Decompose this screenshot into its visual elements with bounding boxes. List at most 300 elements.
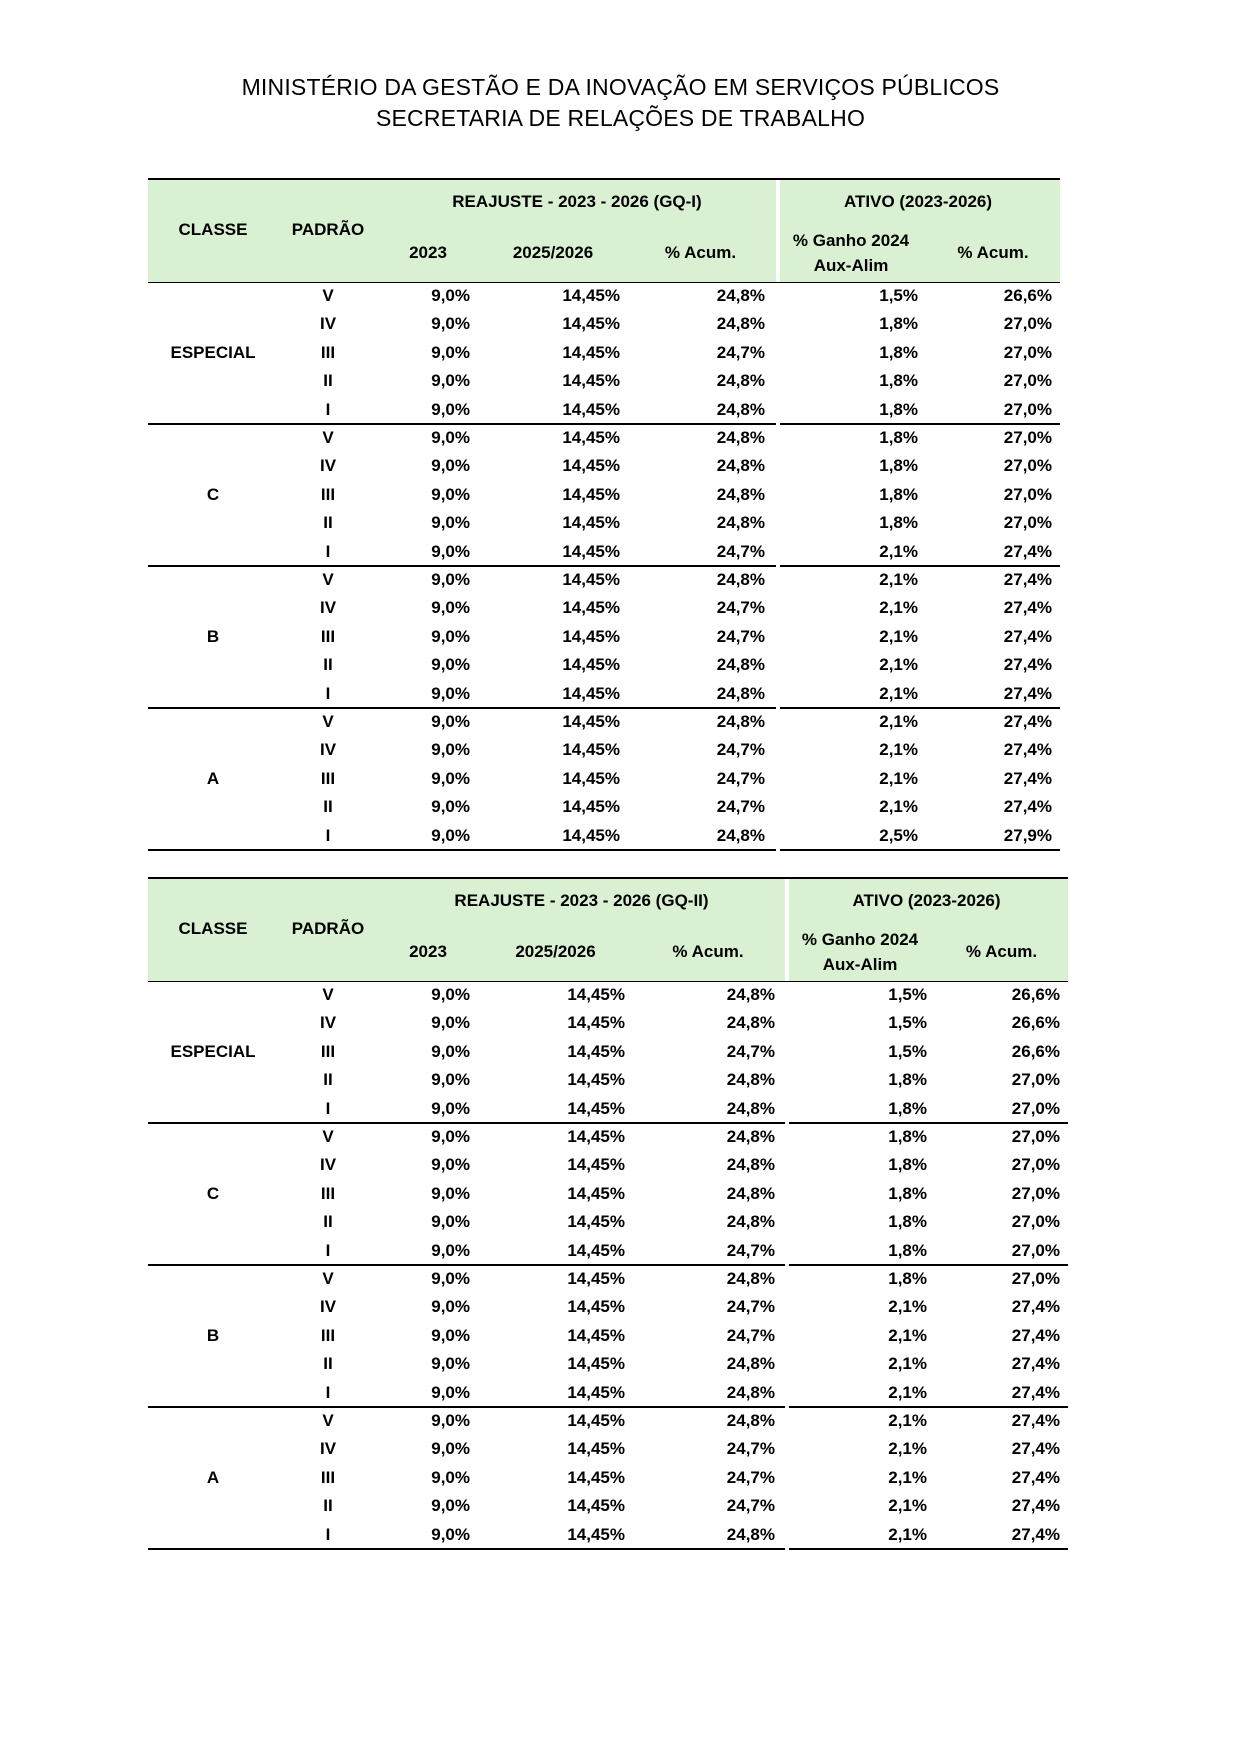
reajuste-2025-cell: 14,45% xyxy=(567,1098,625,1118)
ativo-acum-cell: 27,4% xyxy=(1003,626,1052,646)
table-row xyxy=(148,1009,1068,1037)
col-2025-header: 2025/2026 xyxy=(512,243,594,262)
reajuste-2023-cell: 9,0% xyxy=(431,1496,470,1516)
padrao-cell: V xyxy=(322,1127,334,1146)
ativo-acum-cell: 27,0% xyxy=(1011,1155,1060,1175)
ganho-2024-cell: 1,8% xyxy=(879,428,918,447)
reajuste-2023-cell: 9,0% xyxy=(431,1127,470,1146)
table-row xyxy=(148,594,1060,622)
table-row xyxy=(148,822,1060,850)
ganho-2024-cell: 1,8% xyxy=(888,1098,927,1118)
table-row xyxy=(148,310,1060,338)
ativo-acum-cell: 27,4% xyxy=(1003,768,1052,788)
reajuste-2023-cell: 9,0% xyxy=(431,342,470,362)
padrao-cell: II xyxy=(323,1354,333,1374)
col-ativo-acum-header: % Acum. xyxy=(957,243,1029,262)
padrao-cell: IV xyxy=(319,1155,337,1175)
ativo-acum-cell: 27,4% xyxy=(1011,1325,1060,1345)
padrao-cell: IV xyxy=(319,314,337,334)
table-row xyxy=(148,1237,1068,1265)
ativo-title: ATIVO (2023-2026) xyxy=(852,891,1001,910)
padrao-cell: II xyxy=(323,655,333,675)
table-row xyxy=(148,396,1060,424)
reajuste-2023-cell: 9,0% xyxy=(431,314,470,334)
table-row xyxy=(148,1521,1068,1549)
reajuste-2025-cell: 14,45% xyxy=(562,712,620,731)
padrao-cell: I xyxy=(325,683,331,703)
reajuste-2025-cell: 14,45% xyxy=(562,768,620,788)
reajuste-acum-cell: 24,8% xyxy=(726,1098,775,1118)
padrao-cell: III xyxy=(320,1467,336,1487)
table-row xyxy=(148,765,1060,793)
group-divider xyxy=(789,1548,1068,1550)
col-2025-header: 2025/2026 xyxy=(515,942,596,961)
reajuste-2025-cell: 14,45% xyxy=(567,985,625,1004)
reajuste-2023-cell: 9,0% xyxy=(431,1297,470,1317)
ganho-2024-cell: 1,8% xyxy=(879,456,918,476)
table-row xyxy=(148,1265,1068,1293)
ativo-acum-cell: 27,0% xyxy=(1003,314,1052,334)
col-2023-header: 2023 xyxy=(409,942,447,961)
padrao-cell: I xyxy=(325,1524,331,1544)
col-2023-header: 2023 xyxy=(409,243,447,262)
ativo-acum-cell: 27,4% xyxy=(1003,655,1052,675)
reajuste-2023-cell: 9,0% xyxy=(431,484,470,504)
reajuste-acum-cell: 24,7% xyxy=(726,1496,775,1516)
reajuste-acum-cell: 24,8% xyxy=(726,1354,775,1374)
ganho-2024-cell: 1,8% xyxy=(879,314,918,334)
ganho-2024-cell: 1,8% xyxy=(879,342,918,362)
ganho-2024-cell: 2,5% xyxy=(879,825,918,845)
table-row xyxy=(148,793,1060,821)
reajuste-2025-cell: 14,45% xyxy=(562,286,620,305)
document-header xyxy=(0,72,1241,134)
reajuste-acum-cell: 24,7% xyxy=(716,740,765,760)
col-ganho-header-line1: % Ganho 2024 xyxy=(801,930,919,949)
padrao-cell: II xyxy=(323,797,333,817)
reajuste-2025-cell: 14,45% xyxy=(567,1524,625,1544)
table-row xyxy=(148,651,1060,679)
col-ativo-acum-header: % Acum. xyxy=(965,942,1038,961)
table-row xyxy=(148,452,1060,480)
padrao-cell: IV xyxy=(319,1297,337,1317)
table-row xyxy=(148,680,1060,708)
ganho-2024-cell: 2,1% xyxy=(879,797,918,817)
table-row xyxy=(148,1379,1068,1407)
reajuste-2023-cell: 9,0% xyxy=(431,768,470,788)
reajuste-2025-cell: 14,45% xyxy=(567,1382,625,1402)
table-row xyxy=(148,1407,1068,1435)
padrao-cell: IV xyxy=(319,1439,337,1459)
ativo-acum-cell: 27,0% xyxy=(1011,1183,1060,1203)
ministry-title: MINISTÉRIO DA GESTÃO E DA INOVAÇÃO EM SERVIÇOS PÚBLICOS xyxy=(241,74,1000,100)
reajuste-2025-cell: 14,45% xyxy=(562,570,620,589)
classe-label: ESPECIAL xyxy=(170,1041,256,1061)
ativo-acum-cell: 27,0% xyxy=(1011,1269,1060,1288)
table-header xyxy=(148,877,1068,982)
reajuste-2025-cell: 14,45% xyxy=(567,1467,625,1487)
ganho-2024-cell: 2,1% xyxy=(879,598,918,618)
padrao-cell: II xyxy=(323,1070,333,1090)
ativo-acum-cell: 27,0% xyxy=(1003,342,1052,362)
reajuste-2023-cell: 9,0% xyxy=(431,399,470,419)
padrao-cell: I xyxy=(325,399,331,419)
reajuste-acum-cell: 24,7% xyxy=(716,626,765,646)
reajuste-2023-cell: 9,0% xyxy=(431,570,470,589)
padrao-cell: IV xyxy=(319,740,337,760)
reajuste-2023-cell: 9,0% xyxy=(431,1240,470,1260)
reajuste-2023-cell: 9,0% xyxy=(431,1070,470,1090)
ativo-acum-cell: 27,0% xyxy=(1003,371,1052,391)
ativo-acum-cell: 27,0% xyxy=(1011,1098,1060,1118)
padrao-cell: V xyxy=(322,286,334,305)
classe-label: A xyxy=(206,768,220,788)
group-divider xyxy=(148,849,776,851)
padrao-cell: III xyxy=(320,626,336,646)
reajuste-acum-cell: 24,7% xyxy=(726,1325,775,1345)
ganho-2024-cell: 2,1% xyxy=(879,655,918,675)
ganho-2024-cell: 1,8% xyxy=(888,1127,927,1146)
reajuste-acum-cell: 24,7% xyxy=(726,1297,775,1317)
reajuste-acum-cell: 24,7% xyxy=(726,1240,775,1260)
ganho-2024-cell: 1,8% xyxy=(879,399,918,419)
ganho-2024-cell: 1,5% xyxy=(888,1041,927,1061)
reajuste-2025-cell: 14,45% xyxy=(562,428,620,447)
reajuste-acum-cell: 24,8% xyxy=(726,1155,775,1175)
ganho-2024-cell: 1,8% xyxy=(879,371,918,391)
ganho-2024-cell: 2,1% xyxy=(888,1382,927,1402)
reajuste-2025-cell: 14,45% xyxy=(562,541,620,561)
reajuste-acum-cell: 24,7% xyxy=(726,1467,775,1487)
ganho-2024-cell: 2,1% xyxy=(879,570,918,589)
table-row xyxy=(148,282,1060,310)
reajuste-2023-cell: 9,0% xyxy=(431,825,470,845)
ganho-2024-cell: 2,1% xyxy=(888,1439,927,1459)
group-divider xyxy=(148,1548,785,1550)
col-ganho-header-line2: Aux-Alim xyxy=(813,256,889,275)
ativo-acum-cell: 27,9% xyxy=(1003,825,1052,845)
ativo-acum-cell: 27,4% xyxy=(1003,541,1052,561)
reajuste-2023-cell: 9,0% xyxy=(431,286,470,305)
reajuste-2023-cell: 9,0% xyxy=(431,456,470,476)
reajuste-2023-cell: 9,0% xyxy=(431,1354,470,1374)
reajuste-2023-cell: 9,0% xyxy=(431,513,470,533)
col-acum-header: % Acum. xyxy=(672,942,744,961)
reajuste-2023-cell: 9,0% xyxy=(431,541,470,561)
table-row xyxy=(148,1066,1068,1094)
salary-table xyxy=(148,178,1060,845)
padrao-cell: V xyxy=(322,428,334,447)
reajuste-acum-cell: 24,7% xyxy=(716,342,765,362)
reajuste-acum-cell: 24,8% xyxy=(726,1183,775,1203)
ganho-2024-cell: 2,1% xyxy=(888,1411,927,1430)
ganho-2024-cell: 1,5% xyxy=(888,985,927,1004)
reajuste-acum-cell: 24,8% xyxy=(716,286,765,305)
ganho-2024-cell: 2,1% xyxy=(888,1467,927,1487)
ativo-acum-cell: 27,4% xyxy=(1003,712,1052,731)
reajuste-2025-cell: 14,45% xyxy=(562,342,620,362)
ativo-acum-cell: 27,0% xyxy=(1011,1127,1060,1146)
ganho-2024-cell: 2,1% xyxy=(879,683,918,703)
reajuste-2023-cell: 9,0% xyxy=(431,1155,470,1175)
ganho-2024-cell: 1,8% xyxy=(888,1155,927,1175)
ativo-acum-cell: 27,0% xyxy=(1003,484,1052,504)
reajuste-2025-cell: 14,45% xyxy=(567,1070,625,1090)
reajuste-2023-cell: 9,0% xyxy=(431,371,470,391)
ativo-acum-cell: 26,6% xyxy=(1011,1041,1060,1061)
classe-label: B xyxy=(206,1325,220,1345)
reajuste-2025-cell: 14,45% xyxy=(567,1354,625,1374)
reajuste-acum-cell: 24,8% xyxy=(716,683,765,703)
reajuste-acum-cell: 24,8% xyxy=(716,314,765,334)
padrao-cell: III xyxy=(320,342,336,362)
table-row xyxy=(148,1123,1068,1151)
reajuste-acum-cell: 24,7% xyxy=(716,797,765,817)
padrao-cell: V xyxy=(322,1269,334,1288)
ativo-acum-cell: 27,0% xyxy=(1003,456,1052,476)
reajuste-acum-cell: 24,8% xyxy=(726,985,775,1004)
padrao-cell: I xyxy=(325,541,331,561)
reajuste-2023-cell: 9,0% xyxy=(431,797,470,817)
padrao-cell: III xyxy=(320,1325,336,1345)
reajuste-2025-cell: 14,45% xyxy=(567,1183,625,1203)
reajuste-2023-cell: 9,0% xyxy=(431,712,470,731)
table-row xyxy=(148,424,1060,452)
table-row xyxy=(148,981,1068,1009)
reajuste-2025-cell: 14,45% xyxy=(567,1439,625,1459)
reajuste-2023-cell: 9,0% xyxy=(431,655,470,675)
reajuste-acum-cell: 24,8% xyxy=(716,484,765,504)
reajuste-2023-cell: 9,0% xyxy=(431,1524,470,1544)
table-row xyxy=(148,481,1060,509)
reajuste-2023-cell: 9,0% xyxy=(431,1411,470,1430)
table-row xyxy=(148,1350,1068,1378)
reajuste-acum-cell: 24,7% xyxy=(726,1439,775,1459)
reajuste-2025-cell: 14,45% xyxy=(562,399,620,419)
ativo-acum-cell: 27,4% xyxy=(1003,683,1052,703)
reajuste-2025-cell: 14,45% xyxy=(567,1155,625,1175)
padrao-cell: IV xyxy=(319,598,337,618)
reajuste-acum-cell: 24,8% xyxy=(716,712,765,731)
reajuste-2023-cell: 9,0% xyxy=(431,428,470,447)
reajuste-acum-cell: 24,8% xyxy=(726,1269,775,1288)
ativo-acum-cell: 27,0% xyxy=(1011,1212,1060,1232)
table-row xyxy=(148,1464,1068,1492)
classe-header: CLASSE xyxy=(178,919,248,938)
reajuste-2023-cell: 9,0% xyxy=(431,985,470,1004)
reajuste-2023-cell: 9,0% xyxy=(431,683,470,703)
reajuste-2025-cell: 14,45% xyxy=(562,371,620,391)
reajuste-acum-cell: 24,8% xyxy=(716,825,765,845)
ativo-acum-cell: 27,4% xyxy=(1011,1382,1060,1402)
ganho-2024-cell: 1,8% xyxy=(888,1269,927,1288)
col-ganho-header-line1: % Ganho 2024 xyxy=(792,231,910,250)
ativo-acum-cell: 27,4% xyxy=(1011,1496,1060,1516)
ganho-2024-cell: 1,8% xyxy=(888,1240,927,1260)
ganho-2024-cell: 2,1% xyxy=(879,768,918,788)
reajuste-2023-cell: 9,0% xyxy=(431,1325,470,1345)
classe-label: C xyxy=(206,1183,220,1203)
table-row xyxy=(148,1038,1068,1066)
table-row xyxy=(148,1095,1068,1123)
reajuste-2025-cell: 14,45% xyxy=(562,655,620,675)
ganho-2024-cell: 1,8% xyxy=(888,1183,927,1203)
ativo-acum-cell: 26,6% xyxy=(1011,985,1060,1004)
table-row xyxy=(148,708,1060,736)
reajuste-2023-cell: 9,0% xyxy=(431,1467,470,1487)
ativo-acum-cell: 27,4% xyxy=(1003,797,1052,817)
ativo-acum-cell: 27,4% xyxy=(1003,598,1052,618)
reajuste-acum-cell: 24,8% xyxy=(716,399,765,419)
ganho-2024-cell: 2,1% xyxy=(879,541,918,561)
table-row xyxy=(148,538,1060,566)
reajuste-acum-cell: 24,8% xyxy=(716,655,765,675)
padrao-cell: IV xyxy=(319,456,337,476)
col-acum-header: % Acum. xyxy=(664,243,737,262)
reajuste-acum-cell: 24,7% xyxy=(716,598,765,618)
reajuste-2025-cell: 14,45% xyxy=(562,513,620,533)
ganho-2024-cell: 1,8% xyxy=(879,484,918,504)
padrao-cell: III xyxy=(320,768,336,788)
table-row xyxy=(148,1208,1068,1236)
reajuste-acum-cell: 24,8% xyxy=(716,371,765,391)
salary-table xyxy=(148,877,1068,1544)
padrao-cell: V xyxy=(322,712,334,731)
ativo-acum-cell: 27,4% xyxy=(1011,1297,1060,1317)
ativo-acum-cell: 26,6% xyxy=(1011,1013,1060,1033)
padrao-cell: II xyxy=(323,513,333,533)
padrao-cell: I xyxy=(325,1098,331,1118)
reajuste-2025-cell: 14,45% xyxy=(562,740,620,760)
reajuste-2023-cell: 9,0% xyxy=(431,598,470,618)
reajuste-2023-cell: 9,0% xyxy=(431,626,470,646)
ativo-acum-cell: 27,0% xyxy=(1003,399,1052,419)
ativo-acum-cell: 27,0% xyxy=(1003,428,1052,447)
table-row xyxy=(148,1492,1068,1520)
reajuste-2025-cell: 14,45% xyxy=(567,1212,625,1232)
reajuste-acum-cell: 24,7% xyxy=(716,541,765,561)
reajuste-acum-cell: 24,8% xyxy=(726,1524,775,1544)
ganho-2024-cell: 1,8% xyxy=(879,513,918,533)
ativo-acum-cell: 27,4% xyxy=(1011,1411,1060,1430)
ativo-acum-cell: 27,4% xyxy=(1011,1439,1060,1459)
ganho-2024-cell: 2,1% xyxy=(888,1496,927,1516)
table-row xyxy=(148,367,1060,395)
reajuste-acum-cell: 24,8% xyxy=(726,1127,775,1146)
table-row xyxy=(148,1435,1068,1463)
reajuste-2025-cell: 14,45% xyxy=(567,1127,625,1146)
ganho-2024-cell: 1,5% xyxy=(888,1013,927,1033)
ganho-2024-cell: 2,1% xyxy=(879,712,918,731)
reajuste-title: REAJUSTE - 2023 - 2026 (GQ-II) xyxy=(454,891,709,910)
reajuste-acum-cell: 24,8% xyxy=(726,1212,775,1232)
classe-label: A xyxy=(206,1467,220,1487)
table-header xyxy=(148,178,1060,283)
reajuste-acum-cell: 24,8% xyxy=(726,1411,775,1430)
table-row xyxy=(148,1293,1068,1321)
reajuste-2025-cell: 14,45% xyxy=(562,314,620,334)
ganho-2024-cell: 1,5% xyxy=(879,286,918,305)
reajuste-2025-cell: 14,45% xyxy=(567,1240,625,1260)
ganho-2024-cell: 1,8% xyxy=(888,1070,927,1090)
reajuste-2025-cell: 14,45% xyxy=(562,683,620,703)
reajuste-2025-cell: 14,45% xyxy=(567,1297,625,1317)
reajuste-2025-cell: 14,45% xyxy=(567,1411,625,1430)
padrao-header: PADRÃO xyxy=(291,919,365,938)
reajuste-2023-cell: 9,0% xyxy=(431,1041,470,1061)
reajuste-2023-cell: 9,0% xyxy=(431,1212,470,1232)
reajuste-acum-cell: 24,7% xyxy=(716,768,765,788)
padrao-cell: V xyxy=(322,985,334,1004)
padrao-cell: I xyxy=(325,825,331,845)
padrao-cell: II xyxy=(323,1212,333,1232)
ativo-acum-cell: 27,0% xyxy=(1011,1240,1060,1260)
padrao-cell: II xyxy=(323,371,333,391)
table-row xyxy=(148,1322,1068,1350)
table-row xyxy=(148,566,1060,594)
reajuste-2025-cell: 14,45% xyxy=(562,797,620,817)
classe-label: ESPECIAL xyxy=(170,342,256,362)
padrao-cell: III xyxy=(320,1041,336,1061)
secretariat-title: SECRETARIA DE RELAÇÕES DE TRABALHO xyxy=(375,105,866,131)
ativo-acum-cell: 26,6% xyxy=(1003,286,1052,305)
table-row xyxy=(148,736,1060,764)
classe-label: C xyxy=(206,484,220,504)
ganho-2024-cell: 2,1% xyxy=(879,740,918,760)
table-row xyxy=(148,623,1060,651)
table-row xyxy=(148,339,1060,367)
reajuste-acum-cell: 24,7% xyxy=(726,1041,775,1061)
reajuste-2025-cell: 14,45% xyxy=(567,1013,625,1033)
table-row xyxy=(148,1180,1068,1208)
table-row xyxy=(148,1151,1068,1179)
ativo-acum-cell: 27,4% xyxy=(1011,1524,1060,1544)
reajuste-2025-cell: 14,45% xyxy=(567,1041,625,1061)
reajuste-acum-cell: 24,8% xyxy=(716,513,765,533)
reajuste-2025-cell: 14,45% xyxy=(567,1496,625,1516)
padrao-cell: II xyxy=(323,1496,333,1516)
col-ganho-header-line2: Aux-Alim xyxy=(822,955,898,974)
reajuste-2025-cell: 14,45% xyxy=(562,484,620,504)
classe-header: CLASSE xyxy=(178,220,248,239)
reajuste-2023-cell: 9,0% xyxy=(431,1439,470,1459)
ganho-2024-cell: 1,8% xyxy=(888,1212,927,1232)
reajuste-2023-cell: 9,0% xyxy=(431,1382,470,1402)
padrao-header: PADRÃO xyxy=(291,220,365,239)
padrao-cell: V xyxy=(322,570,334,589)
padrao-cell: III xyxy=(320,484,336,504)
ganho-2024-cell: 2,1% xyxy=(879,626,918,646)
padrao-cell: III xyxy=(320,1183,336,1203)
ativo-acum-cell: 27,4% xyxy=(1003,570,1052,589)
reajuste-2023-cell: 9,0% xyxy=(431,1013,470,1033)
reajuste-2025-cell: 14,45% xyxy=(562,598,620,618)
ganho-2024-cell: 2,1% xyxy=(888,1325,927,1345)
padrao-cell: I xyxy=(325,1382,331,1402)
reajuste-acum-cell: 24,8% xyxy=(726,1013,775,1033)
ativo-acum-cell: 27,0% xyxy=(1003,513,1052,533)
classe-label: B xyxy=(206,626,220,646)
ativo-acum-cell: 27,0% xyxy=(1011,1070,1060,1090)
reajuste-2023-cell: 9,0% xyxy=(431,1183,470,1203)
reajuste-acum-cell: 24,8% xyxy=(726,1070,775,1090)
ativo-title: ATIVO (2023-2026) xyxy=(843,192,993,211)
ganho-2024-cell: 2,1% xyxy=(888,1524,927,1544)
reajuste-acum-cell: 24,8% xyxy=(716,428,765,447)
reajuste-2025-cell: 14,45% xyxy=(567,1269,625,1288)
padrao-cell: I xyxy=(325,1240,331,1260)
reajuste-acum-cell: 24,8% xyxy=(716,570,765,589)
